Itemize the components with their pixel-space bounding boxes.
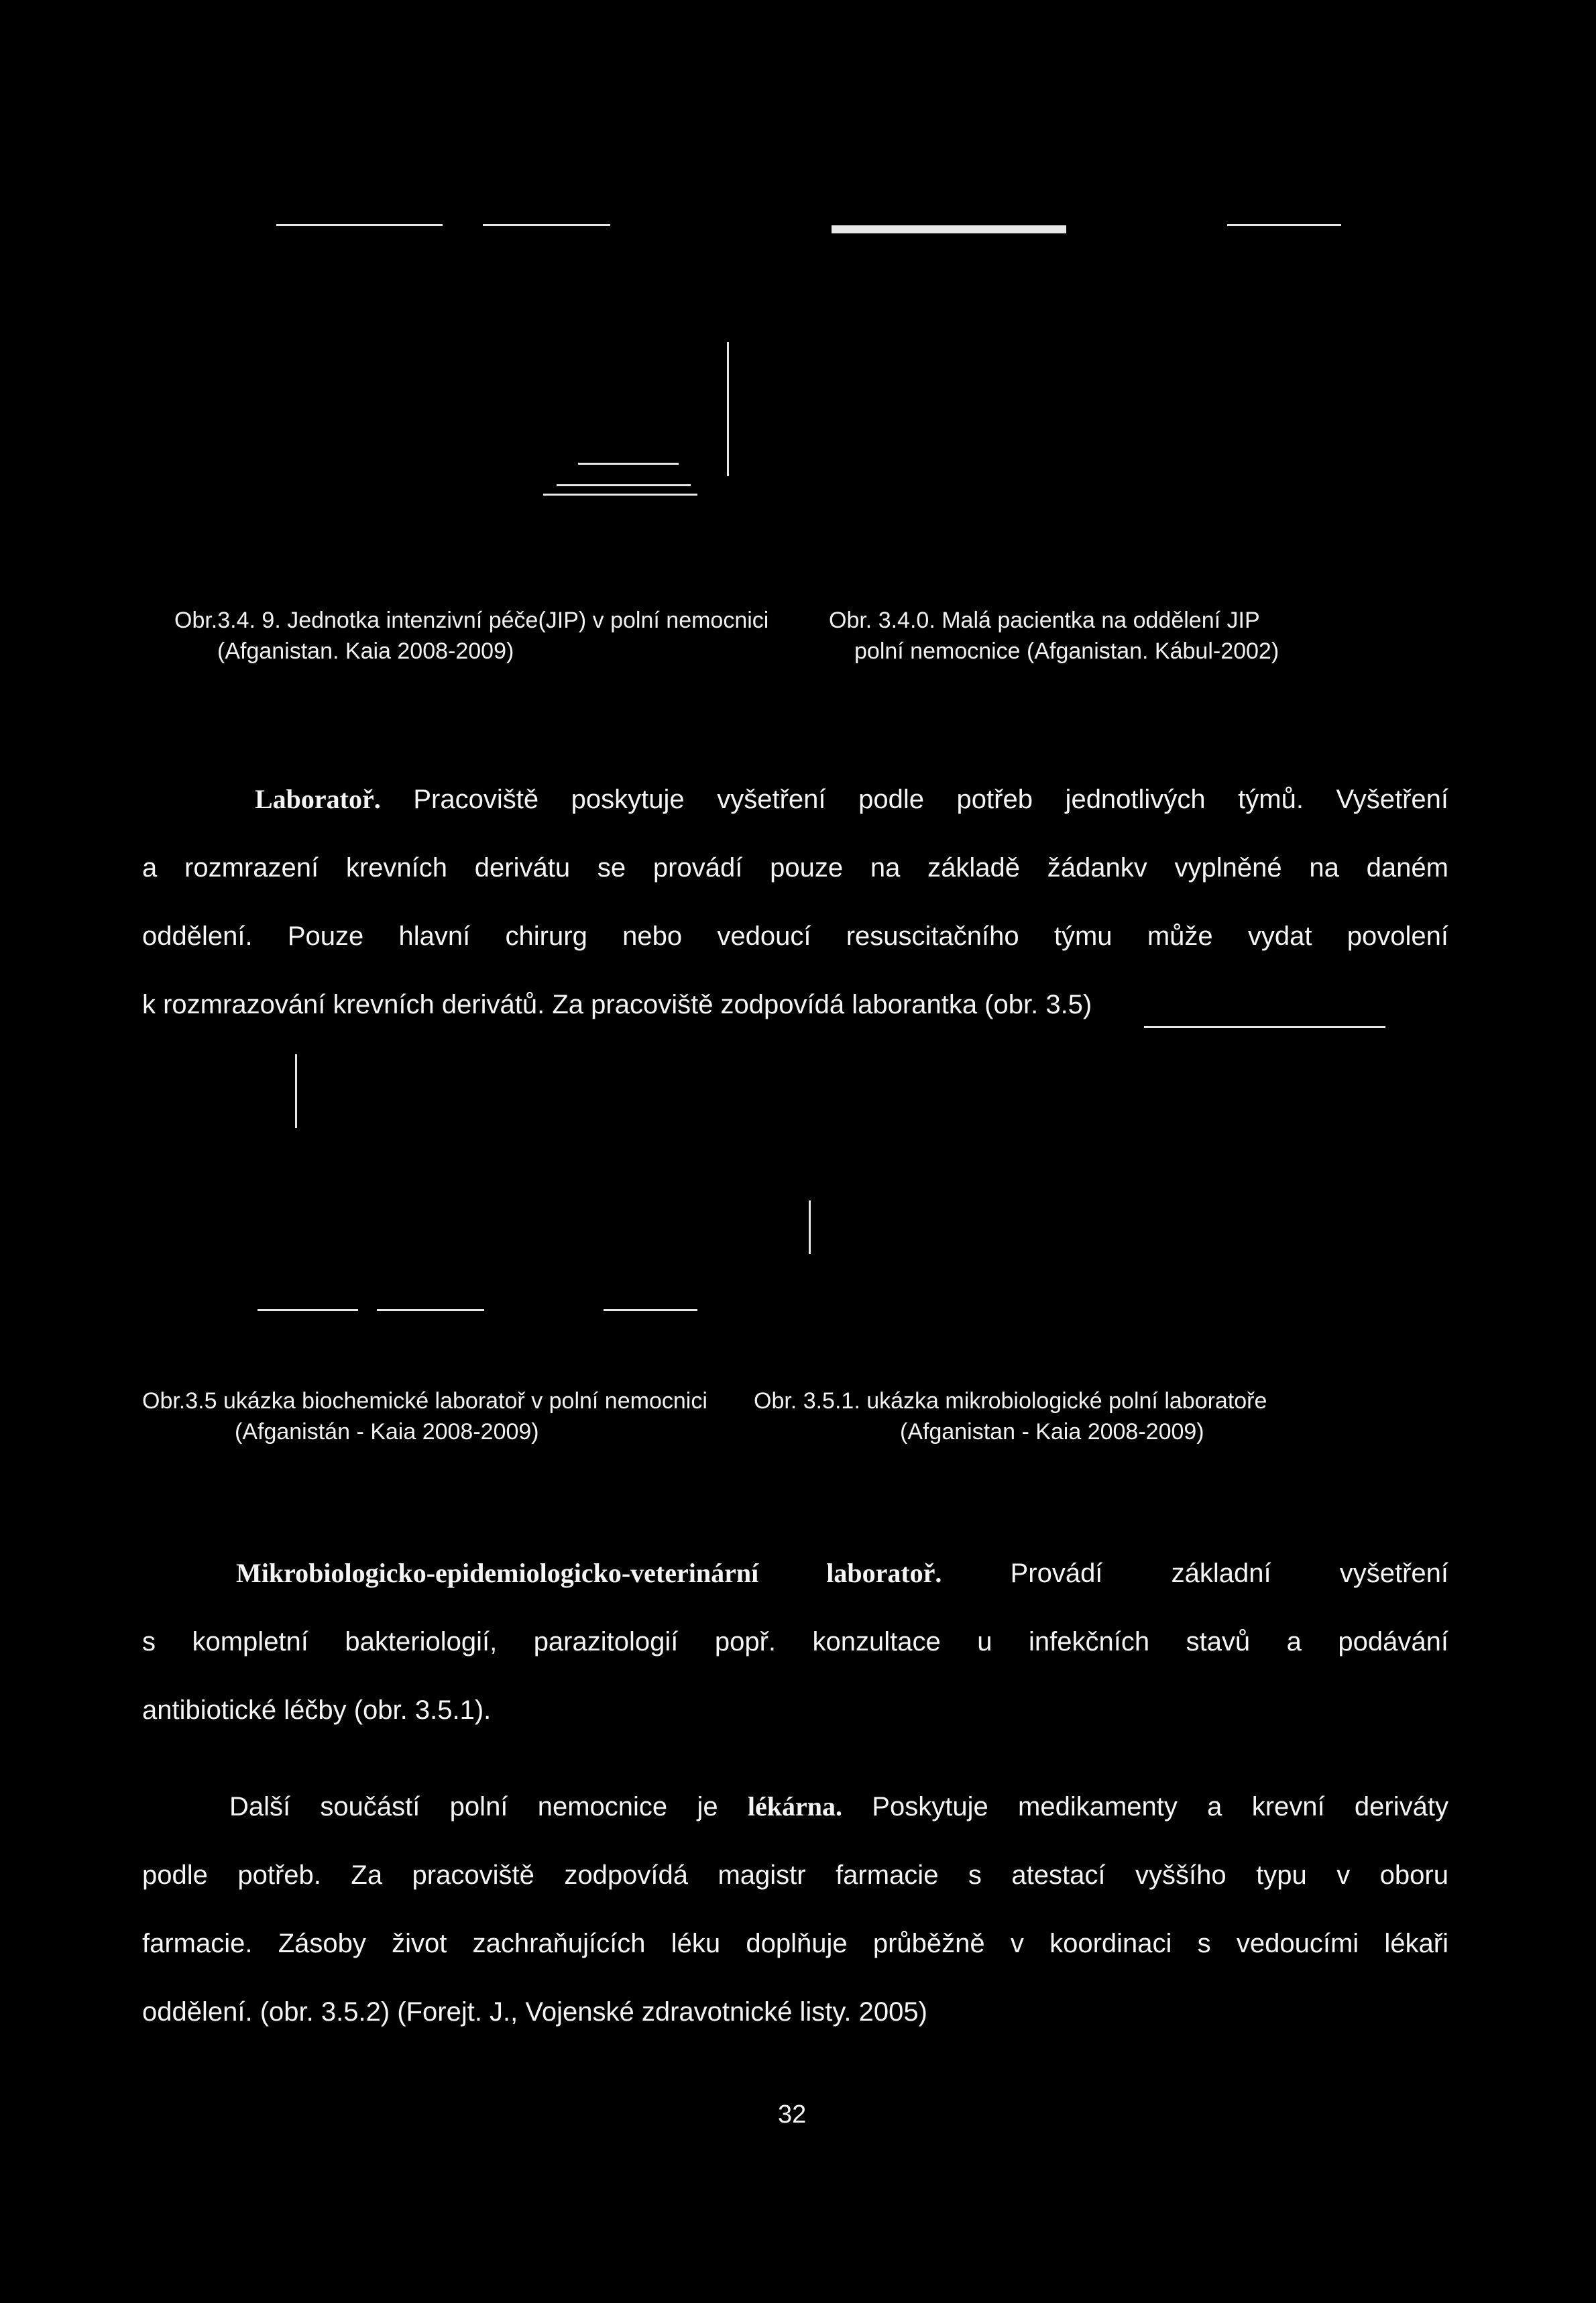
photo-artifact-line — [276, 224, 443, 226]
paragraph-line: oddělení. Pouze hlavní chirurg nebo vedoucí resuscitačního týmu může vydat povolení — [142, 921, 1448, 951]
line-text: Provádí základní vyšetření — [942, 1559, 1448, 1588]
paragraph-line — [142, 1553, 1448, 1622]
photo-artifact-line — [1144, 1026, 1385, 1028]
paragraph-line — [142, 779, 1448, 848]
line-text: Další součástí polní nemocnice je — [229, 1792, 748, 1821]
laboratory-heading: Laboratoř. — [255, 784, 381, 814]
microbiology-paragraph — [142, 1553, 1448, 1758]
pharmacy-paragraph — [142, 1787, 1448, 2060]
paragraph-line: farmacie. Zásoby život zachraňujících léku doplňuje průběžně v koordinaci s vedoucími lékaři — [142, 1929, 1448, 1958]
figure-caption-patient — [829, 605, 1279, 667]
line-text: Pracoviště poskytuje vyšetření podle potřeb jednotlivých týmů. Vyšetření — [380, 785, 1448, 814]
page-number: 32 — [778, 2100, 807, 2129]
figure-caption-microbio-lab — [754, 1386, 1267, 1447]
caption-line: Obr. 3.4.0. Malá pacientka na oddělení JIP — [829, 608, 1260, 633]
caption-line: polní nemocnice (Afganistan. Kábul-2002) — [854, 638, 1279, 664]
figure-caption-biochem-lab — [142, 1386, 707, 1447]
photo-artifact-line — [543, 494, 697, 496]
microbiology-heading: Mikrobiologicko-epidemiologicko-veterinární laboratoř. — [236, 1558, 942, 1588]
paragraph-line: s kompletní bakteriologií, parazitologií popř. konzultace u infekčních stavů a podávání — [142, 1627, 1448, 1656]
paragraph-line: antibiotické léčby (obr. 3.5.1). — [142, 1695, 492, 1725]
photo-artifact-line — [578, 463, 679, 465]
caption-line: (Afganistan. Kaia 2008-2009) — [217, 638, 514, 664]
photo-artifact-line — [604, 1309, 697, 1311]
figure-caption-icu — [174, 605, 768, 667]
photo-artifact-line — [483, 224, 610, 226]
laboratory-paragraph — [142, 779, 1448, 1053]
paragraph-line: k rozmrazování krevních derivátů. Za pracoviště zodpovídá laborantka (obr. 3.5) — [142, 990, 1092, 1019]
paragraph-line: a rozmrazení krevních derivátu se provádí pouze na základě žádankv vyplněné na daném — [142, 853, 1448, 883]
photo-artifact-line — [832, 225, 1066, 233]
caption-line: (Afganistan - Kaia 2008-2009) — [900, 1419, 1204, 1445]
paragraph-line — [142, 1787, 1448, 1855]
pharmacy-heading: lékárna. — [747, 1791, 842, 1821]
caption-line: Obr. 3.5.1. ukázka mikrobiologické polní laboratoře — [754, 1388, 1267, 1414]
photo-artifact-line — [377, 1309, 484, 1311]
photo-artifact-line — [258, 1309, 358, 1311]
photo-artifact-line — [295, 1054, 297, 1128]
paragraph-line: podle potřeb. Za pracoviště zodpovídá magistr farmacie s atestací vyššího typu v oboru — [142, 1860, 1448, 1890]
caption-line: (Afganistán - Kaia 2008-2009) — [235, 1419, 539, 1445]
photo-artifact-line — [809, 1200, 811, 1254]
photo-artifact-line — [557, 484, 691, 486]
caption-line: Obr.3.5 ukázka biochemické laboratoř v polní nemocnici — [142, 1388, 707, 1414]
caption-line: Obr.3.4. 9. Jednotka intenzivní péče(JIP) v polní nemocnici — [174, 608, 769, 633]
photo-artifact-line — [727, 342, 729, 476]
paragraph-line: oddělení. (obr. 3.5.2) (Forejt. J., Vojenské zdravotnické listy. 2005) — [142, 1997, 927, 2027]
line-text: Poskytuje medikamenty a krevní deriváty — [842, 1792, 1448, 1821]
photo-artifact-line — [1227, 224, 1341, 226]
